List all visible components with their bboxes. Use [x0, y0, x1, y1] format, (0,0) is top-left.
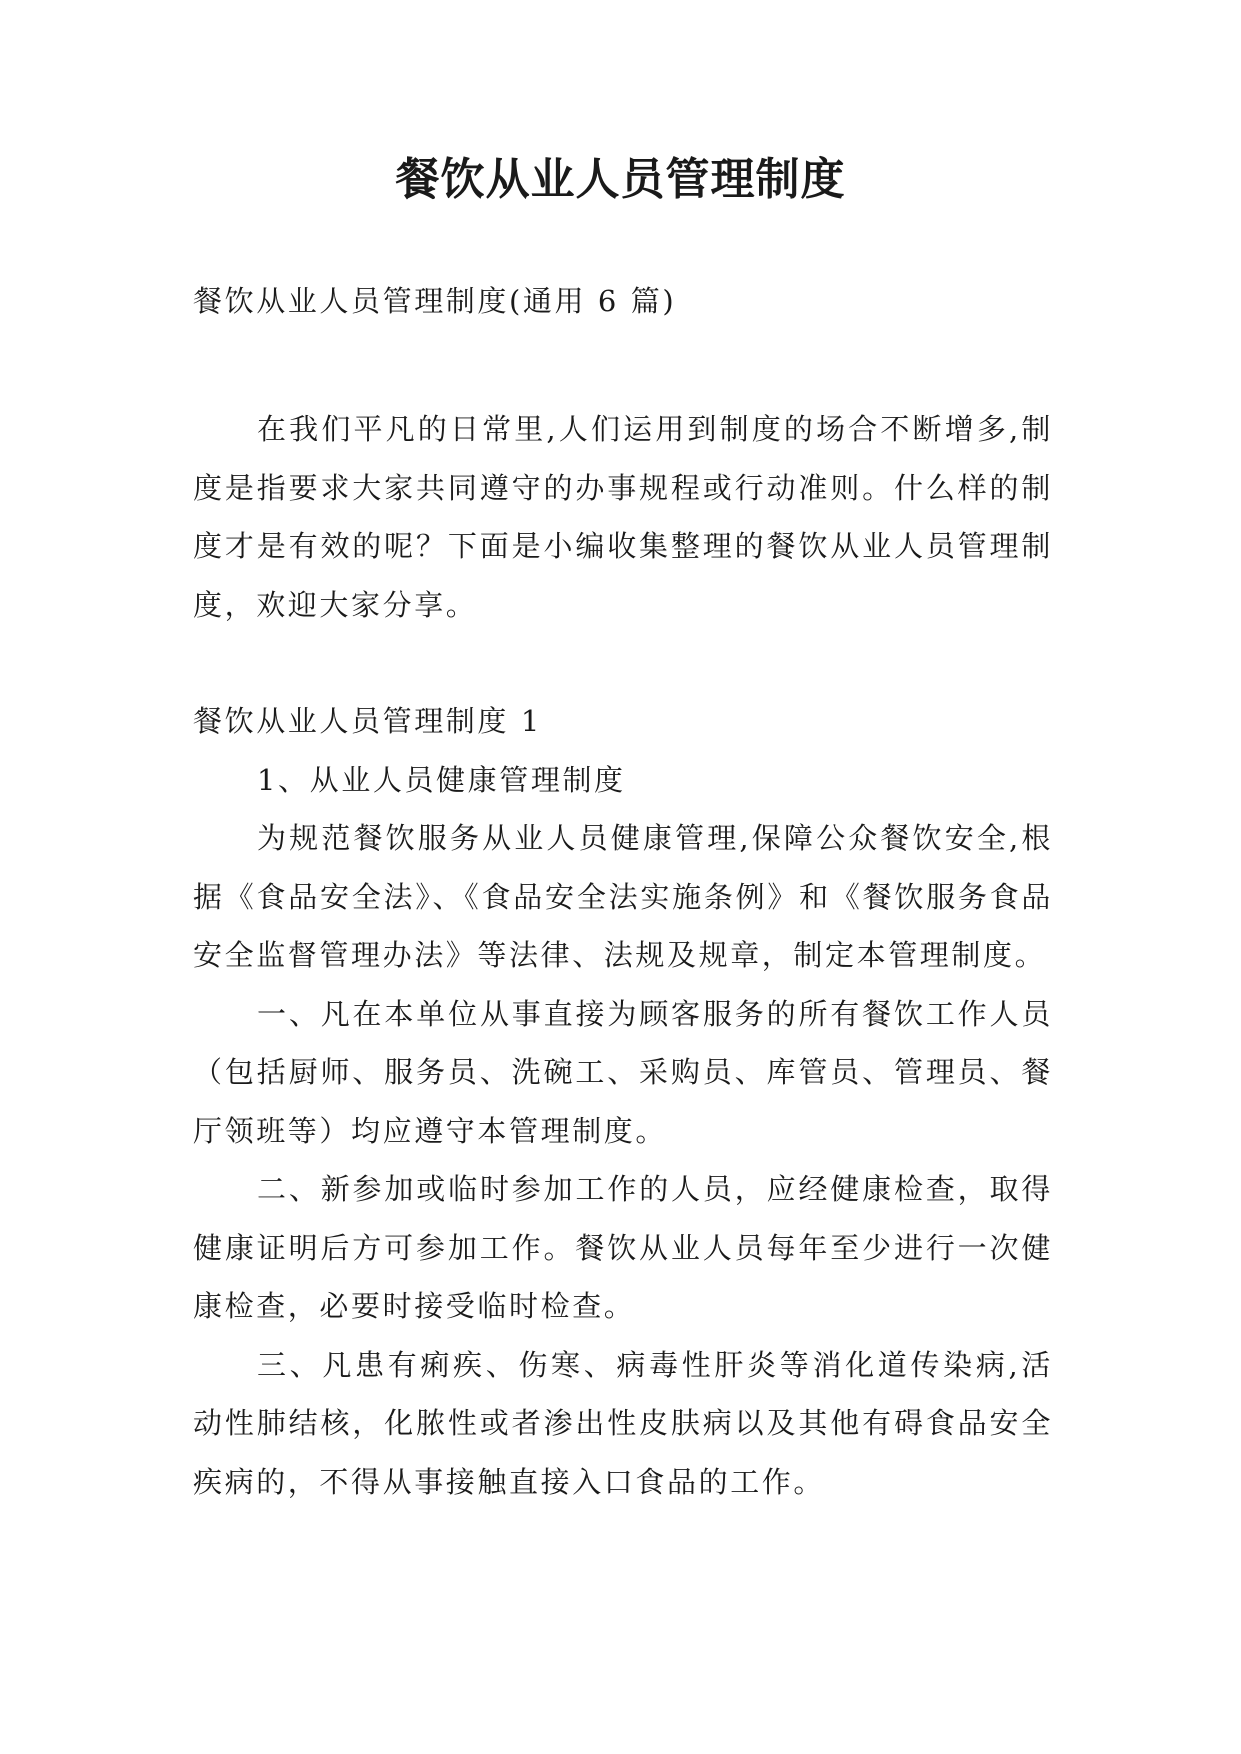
document-subtitle: [193, 272, 1053, 331]
intro-block: [193, 400, 1053, 634]
section-1: [193, 692, 1053, 1511]
body-paragraph: 三、凡患有痢疾、伤寒、病毒性肝炎等消化道传染病,活动性肺结核，化脓性或者渗出性皮肤病以及其他有碍食品安全疾病的，不得从事接触直接入口食品的工作。: [193, 1347, 1053, 1499]
item-heading: 1、从业人员健康管理制度: [257, 762, 626, 797]
intro-paragraph: 在我们平凡的日常里,人们运用到制度的场合不断增多,制度是指要求大家共同遵守的办事规程或行动准则。什么样的制度才是有效的呢？下面是小编收集整理的餐饮从业人员管理制度，欢迎大家分享。: [193, 412, 1053, 622]
section-heading: 餐饮从业人员管理制度 1: [193, 704, 542, 738]
body-paragraph: 二、新参加或临时参加工作的人员，应经健康检查，取得健康证明后方可参加工作。餐饮从业人员每年至少进行一次健康检查，必要时接受临时检查。: [193, 1172, 1053, 1323]
document-title: 餐饮从业人员管理制度: [395, 154, 846, 205]
subtitle-text: 餐饮从业人员管理制度(通用 6 篇): [193, 284, 677, 318]
body-paragraph: 为规范餐饮服务从业人员健康管理,保障公众餐饮安全,根据《食品安全法》、《食品安全法实施条例》和《餐饮服务食品安全监督管理办法》等法律、法规及规章，制定本管理制度。: [193, 821, 1053, 972]
body-paragraph: 一、凡在本单位从事直接为顾客服务的所有餐饮工作人员（包括厨师、服务员、洗碗工、采购员、库管员、管理员、餐厅领班等）均应遵守本管理制度。: [193, 996, 1053, 1148]
